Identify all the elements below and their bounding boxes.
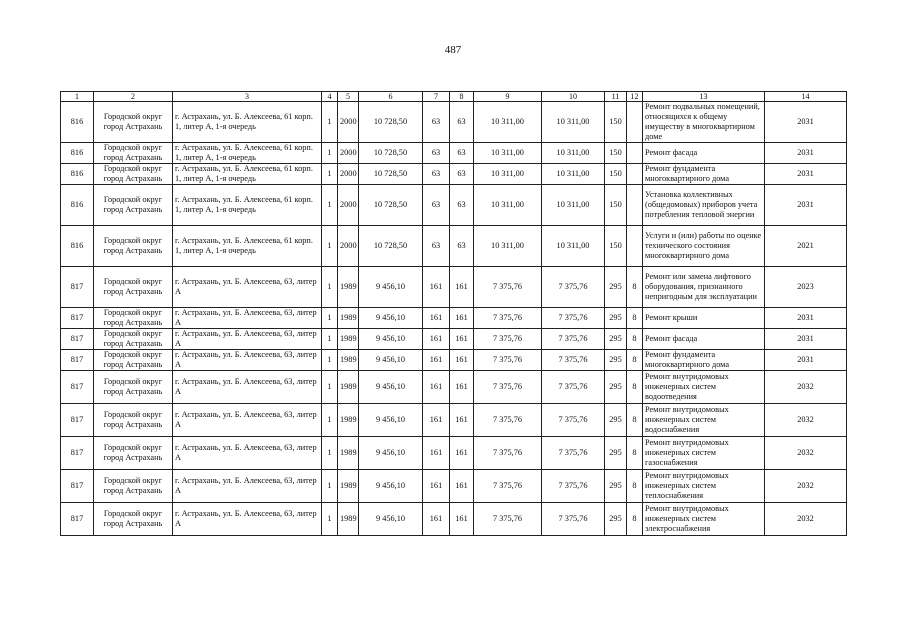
cell-col-6: 9 456,10	[359, 371, 423, 404]
cell-col-4: 1	[322, 503, 338, 536]
cell-col-9: 10 311,00	[474, 164, 542, 185]
cell-col-2: Городской округ город Астрахань	[94, 329, 173, 350]
cell-col-3: г. Астрахань, ул. Б. Алексеева, 63, литер А	[173, 371, 322, 404]
column-number: 10	[542, 92, 605, 102]
cell-col-6: 10 728,50	[359, 143, 423, 164]
cell-col-13: Ремонт внутридомовых инженерных систем водоснабжения	[643, 404, 765, 437]
cell-col-6: 9 456,10	[359, 503, 423, 536]
cell-col-4: 1	[322, 143, 338, 164]
cell-col-4: 1	[322, 404, 338, 437]
cell-col-3: г. Астрахань, ул. Б. Алексеева, 61 корп. 1, литер А, 1-я очередь	[173, 102, 322, 143]
column-number: 1	[61, 92, 94, 102]
cell-col-3: г. Астрахань, ул. Б. Алексеева, 63, литер А	[173, 329, 322, 350]
cell-col-14: 2031	[765, 350, 847, 371]
cell-col-9: 10 311,00	[474, 226, 542, 267]
cell-col-2: Городской округ город Астрахань	[94, 185, 173, 226]
cell-col-8: 63	[450, 226, 474, 267]
cell-col-9: 10 311,00	[474, 102, 542, 143]
cell-col-1: 817	[61, 329, 94, 350]
cell-col-10: 7 375,76	[542, 503, 605, 536]
cell-col-12	[627, 226, 643, 267]
cell-col-6: 9 456,10	[359, 437, 423, 470]
cell-col-8: 161	[450, 329, 474, 350]
cell-col-6: 9 456,10	[359, 404, 423, 437]
cell-col-10: 7 375,76	[542, 470, 605, 503]
column-number: 12	[627, 92, 643, 102]
cell-col-6: 9 456,10	[359, 350, 423, 371]
cell-col-13: Ремонт внутридомовых инженерных систем электроснабжения	[643, 503, 765, 536]
column-number: 13	[643, 92, 765, 102]
cell-col-13: Услуги и (или) работы по оценке технического состояния многоквартирного дома	[643, 226, 765, 267]
cell-col-2: Городской округ город Астрахань	[94, 404, 173, 437]
cell-col-4: 1	[322, 350, 338, 371]
table-row	[61, 503, 847, 536]
table-body	[61, 102, 847, 536]
cell-col-10: 7 375,76	[542, 437, 605, 470]
table-row	[61, 185, 847, 226]
cell-col-10: 10 311,00	[542, 102, 605, 143]
cell-col-11: 150	[605, 185, 627, 226]
cell-col-12: 8	[627, 371, 643, 404]
cell-col-9: 7 375,76	[474, 470, 542, 503]
cell-col-10: 7 375,76	[542, 308, 605, 329]
cell-col-11: 295	[605, 308, 627, 329]
cell-col-8: 63	[450, 185, 474, 226]
cell-col-1: 816	[61, 164, 94, 185]
cell-col-7: 161	[423, 308, 450, 329]
table-row	[61, 329, 847, 350]
cell-col-4: 1	[322, 371, 338, 404]
cell-col-3: г. Астрахань, ул. Б. Алексеева, 63, литер А	[173, 437, 322, 470]
cell-col-10: 7 375,76	[542, 371, 605, 404]
cell-col-5: 2000	[338, 102, 359, 143]
cell-col-1: 817	[61, 470, 94, 503]
column-number: 8	[450, 92, 474, 102]
cell-col-11: 150	[605, 102, 627, 143]
cell-col-14: 2031	[765, 164, 847, 185]
cell-col-3: г. Астрахань, ул. Б. Алексеева, 63, литер А	[173, 308, 322, 329]
cell-col-3: г. Астрахань, ул. Б. Алексеева, 63, литер А	[173, 350, 322, 371]
cell-col-3: г. Астрахань, ул. Б. Алексеева, 61 корп. 1, литер А, 1-я очередь	[173, 185, 322, 226]
cell-col-7: 63	[423, 185, 450, 226]
cell-col-4: 1	[322, 226, 338, 267]
cell-col-13: Ремонт крыши	[643, 308, 765, 329]
cell-col-11: 150	[605, 164, 627, 185]
cell-col-8: 161	[450, 404, 474, 437]
cell-col-2: Городской округ город Астрахань	[94, 350, 173, 371]
cell-col-6: 10 728,50	[359, 185, 423, 226]
cell-col-14: 2032	[765, 371, 847, 404]
cell-col-14: 2021	[765, 226, 847, 267]
cell-col-3: г. Астрахань, ул. Б. Алексеева, 63, литер А	[173, 503, 322, 536]
cell-col-7: 161	[423, 371, 450, 404]
cell-col-4: 1	[322, 308, 338, 329]
cell-col-5: 1989	[338, 267, 359, 308]
cell-col-9: 10 311,00	[474, 185, 542, 226]
table-row	[61, 470, 847, 503]
cell-col-12: 8	[627, 437, 643, 470]
cell-col-8: 161	[450, 503, 474, 536]
cell-col-12: 8	[627, 470, 643, 503]
cell-col-5: 2000	[338, 226, 359, 267]
cell-col-9: 7 375,76	[474, 267, 542, 308]
cell-col-7: 161	[423, 267, 450, 308]
cell-col-14: 2031	[765, 329, 847, 350]
cell-col-1: 817	[61, 308, 94, 329]
cell-col-8: 63	[450, 143, 474, 164]
cell-col-7: 161	[423, 404, 450, 437]
cell-col-13: Ремонт фасада	[643, 329, 765, 350]
cell-col-1: 817	[61, 437, 94, 470]
cell-col-12: 8	[627, 404, 643, 437]
cell-col-10: 10 311,00	[542, 143, 605, 164]
table-row	[61, 437, 847, 470]
cell-col-11: 150	[605, 226, 627, 267]
cell-col-1: 817	[61, 267, 94, 308]
cell-col-13: Ремонт фундамента многоквартирного дома	[643, 164, 765, 185]
cell-col-13: Установка коллективных (общедомовых) приборов учета потребления тепловой энергии	[643, 185, 765, 226]
cell-col-12	[627, 164, 643, 185]
cell-col-11: 295	[605, 437, 627, 470]
column-number: 9	[474, 92, 542, 102]
column-number: 14	[765, 92, 847, 102]
cell-col-9: 10 311,00	[474, 143, 542, 164]
cell-col-11: 295	[605, 470, 627, 503]
cell-col-8: 161	[450, 470, 474, 503]
cell-col-5: 2000	[338, 143, 359, 164]
cell-col-3: г. Астрахань, ул. Б. Алексеева, 63, литер А	[173, 404, 322, 437]
cell-col-10: 7 375,76	[542, 329, 605, 350]
cell-col-4: 1	[322, 470, 338, 503]
cell-col-14: 2031	[765, 143, 847, 164]
cell-col-4: 1	[322, 437, 338, 470]
cell-col-14: 2031	[765, 102, 847, 143]
cell-col-9: 7 375,76	[474, 404, 542, 437]
register-table	[60, 91, 847, 536]
table-row	[61, 308, 847, 329]
cell-col-14: 2032	[765, 503, 847, 536]
table-row	[61, 226, 847, 267]
cell-col-11: 295	[605, 350, 627, 371]
page-number: 487	[444, 44, 462, 56]
cell-col-3: г. Астрахань, ул. Б. Алексеева, 61 корп. 1, литер А, 1-я очередь	[173, 226, 322, 267]
cell-col-1: 816	[61, 226, 94, 267]
cell-col-14: 2023	[765, 267, 847, 308]
table-row	[61, 143, 847, 164]
cell-col-10: 10 311,00	[542, 185, 605, 226]
table-row	[61, 267, 847, 308]
table-row	[61, 371, 847, 404]
cell-col-7: 63	[423, 226, 450, 267]
cell-col-2: Городской округ город Астрахань	[94, 102, 173, 143]
cell-col-5: 1989	[338, 437, 359, 470]
cell-col-2: Городской округ город Астрахань	[94, 503, 173, 536]
cell-col-2: Городской округ город Астрахань	[94, 267, 173, 308]
cell-col-7: 161	[423, 437, 450, 470]
cell-col-4: 1	[322, 185, 338, 226]
table-row	[61, 164, 847, 185]
cell-col-7: 63	[423, 143, 450, 164]
column-number: 5	[338, 92, 359, 102]
cell-col-2: Городской округ город Астрахань	[94, 164, 173, 185]
cell-col-13: Ремонт внутридомовых инженерных систем водоотведения	[643, 371, 765, 404]
cell-col-10: 7 375,76	[542, 350, 605, 371]
cell-col-7: 161	[423, 470, 450, 503]
cell-col-12	[627, 185, 643, 226]
cell-col-5: 2000	[338, 185, 359, 226]
cell-col-1: 817	[61, 404, 94, 437]
cell-col-13: Ремонт внутридомовых инженерных систем теплоснабжения	[643, 470, 765, 503]
cell-col-1: 816	[61, 102, 94, 143]
cell-col-6: 10 728,50	[359, 164, 423, 185]
column-number: 4	[322, 92, 338, 102]
cell-col-12: 8	[627, 308, 643, 329]
cell-col-9: 7 375,76	[474, 371, 542, 404]
cell-col-13: Ремонт подвальных помещений, относящихся к общему имуществу в многоквартирном доме	[643, 102, 765, 143]
column-number: 2	[94, 92, 173, 102]
cell-col-12: 8	[627, 329, 643, 350]
cell-col-5: 1989	[338, 308, 359, 329]
cell-col-8: 161	[450, 371, 474, 404]
cell-col-8: 161	[450, 267, 474, 308]
cell-col-11: 295	[605, 267, 627, 308]
table-row	[61, 102, 847, 143]
cell-col-14: 2032	[765, 437, 847, 470]
cell-col-3: г. Астрахань, ул. Б. Алексеева, 63, литер А	[173, 267, 322, 308]
cell-col-5: 1989	[338, 470, 359, 503]
cell-col-4: 1	[322, 329, 338, 350]
table-row	[61, 404, 847, 437]
cell-col-5: 1989	[338, 371, 359, 404]
table-row	[61, 350, 847, 371]
cell-col-14: 2031	[765, 185, 847, 226]
cell-col-5: 1989	[338, 350, 359, 371]
cell-col-1: 816	[61, 143, 94, 164]
cell-col-8: 161	[450, 350, 474, 371]
cell-col-12: 8	[627, 350, 643, 371]
cell-col-5: 1989	[338, 503, 359, 536]
cell-col-2: Городской округ город Астрахань	[94, 371, 173, 404]
cell-col-6: 9 456,10	[359, 470, 423, 503]
cell-col-13: Ремонт фасада	[643, 143, 765, 164]
cell-col-2: Городской округ город Астрахань	[94, 470, 173, 503]
cell-col-7: 161	[423, 329, 450, 350]
cell-col-4: 1	[322, 267, 338, 308]
cell-col-1: 816	[61, 185, 94, 226]
cell-col-9: 7 375,76	[474, 350, 542, 371]
cell-col-1: 817	[61, 350, 94, 371]
cell-col-12: 8	[627, 267, 643, 308]
cell-col-14: 2032	[765, 404, 847, 437]
cell-col-8: 161	[450, 308, 474, 329]
cell-col-6: 9 456,10	[359, 308, 423, 329]
cell-col-8: 161	[450, 437, 474, 470]
cell-col-12	[627, 102, 643, 143]
cell-col-5: 1989	[338, 404, 359, 437]
cell-col-6: 10 728,50	[359, 102, 423, 143]
cell-col-14: 2031	[765, 308, 847, 329]
cell-col-13: Ремонт или замена лифтового оборудования, признанного непригодным для эксплуатации	[643, 267, 765, 308]
cell-col-1: 817	[61, 503, 94, 536]
cell-col-6: 10 728,50	[359, 226, 423, 267]
cell-col-10: 7 375,76	[542, 404, 605, 437]
cell-col-12	[627, 143, 643, 164]
column-number: 6	[359, 92, 423, 102]
column-number: 11	[605, 92, 627, 102]
cell-col-6: 9 456,10	[359, 267, 423, 308]
column-number: 7	[423, 92, 450, 102]
cell-col-1: 817	[61, 371, 94, 404]
cell-col-4: 1	[322, 164, 338, 185]
cell-col-10: 10 311,00	[542, 226, 605, 267]
cell-col-7: 161	[423, 503, 450, 536]
cell-col-14: 2032	[765, 470, 847, 503]
cell-col-10: 10 311,00	[542, 164, 605, 185]
cell-col-2: Городской округ город Астрахань	[94, 437, 173, 470]
cell-col-11: 295	[605, 404, 627, 437]
cell-col-11: 150	[605, 143, 627, 164]
column-number: 3	[173, 92, 322, 102]
cell-col-8: 63	[450, 102, 474, 143]
cell-col-4: 1	[322, 102, 338, 143]
cell-col-8: 63	[450, 164, 474, 185]
cell-col-5: 2000	[338, 164, 359, 185]
column-number-row	[61, 92, 847, 102]
cell-col-3: г. Астрахань, ул. Б. Алексеева, 61 корп. 1, литер А, 1-я очередь	[173, 143, 322, 164]
cell-col-7: 161	[423, 350, 450, 371]
cell-col-9: 7 375,76	[474, 308, 542, 329]
cell-col-7: 63	[423, 102, 450, 143]
cell-col-12: 8	[627, 503, 643, 536]
cell-col-13: Ремонт внутридомовых инженерных систем газоснабжения	[643, 437, 765, 470]
cell-col-11: 295	[605, 503, 627, 536]
cell-col-11: 295	[605, 371, 627, 404]
cell-col-9: 7 375,76	[474, 503, 542, 536]
cell-col-3: г. Астрахань, ул. Б. Алексеева, 61 корп. 1, литер А, 1-я очередь	[173, 164, 322, 185]
cell-col-6: 9 456,10	[359, 329, 423, 350]
cell-col-7: 63	[423, 164, 450, 185]
cell-col-2: Городской округ город Астрахань	[94, 226, 173, 267]
cell-col-3: г. Астрахань, ул. Б. Алексеева, 63, литер А	[173, 470, 322, 503]
cell-col-11: 295	[605, 329, 627, 350]
cell-col-2: Городской округ город Астрахань	[94, 308, 173, 329]
cell-col-13: Ремонт фундамента многоквартирного дома	[643, 350, 765, 371]
cell-col-9: 7 375,76	[474, 329, 542, 350]
cell-col-9: 7 375,76	[474, 437, 542, 470]
cell-col-10: 7 375,76	[542, 267, 605, 308]
cell-col-2: Городской округ город Астрахань	[94, 143, 173, 164]
cell-col-5: 1989	[338, 329, 359, 350]
